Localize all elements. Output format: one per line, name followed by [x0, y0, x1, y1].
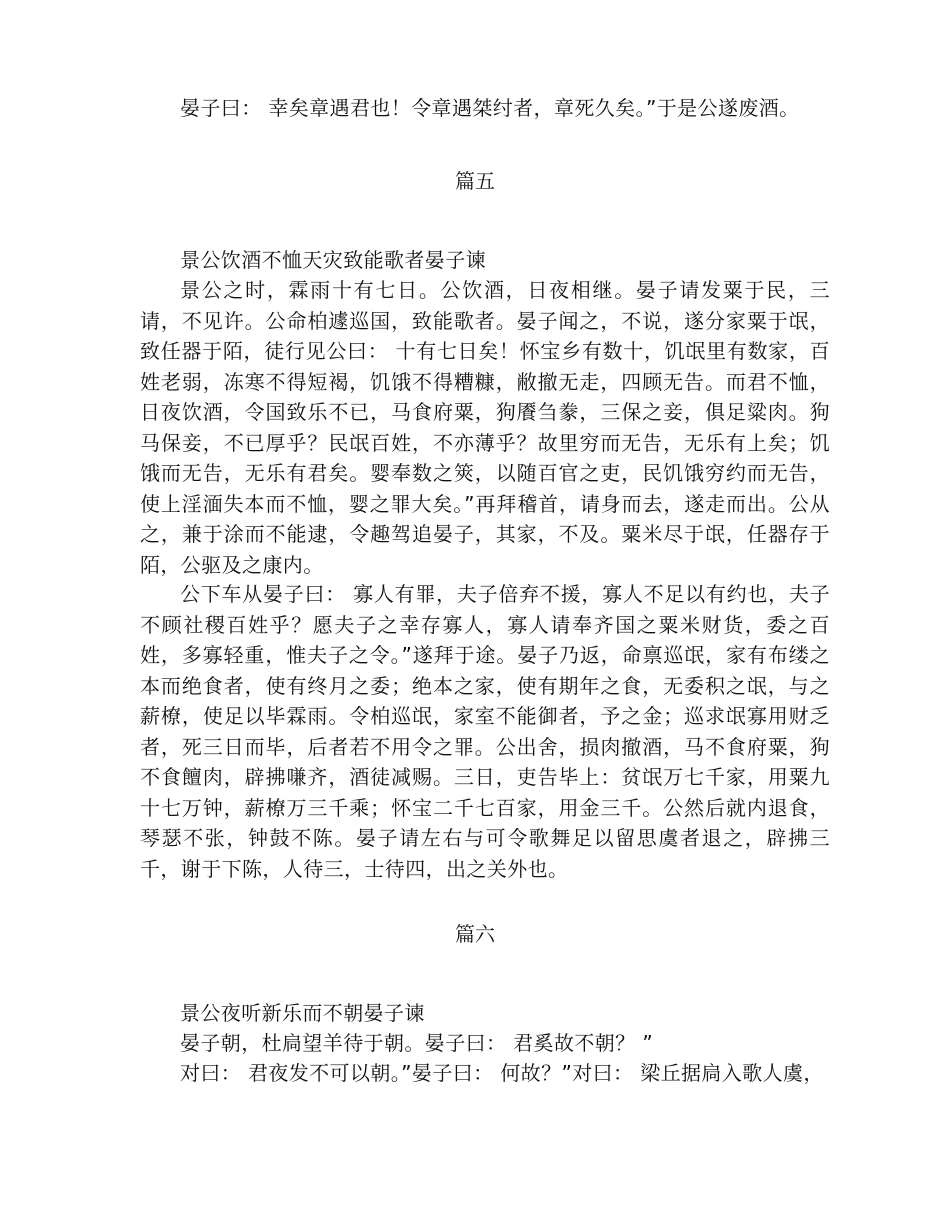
paragraph-5-1: 景公之时，霖雨十有七日。公饮酒，日夜相继。晏子请发粟于民，三请，不见许。公命柏遽巡国，致能歌者。晏子闻之，不说，遂分家粟于氓，致任器于陌，徒行见公曰： 十有七日矣！怀宝乡有数十，饥氓里有数家，百姓老弱，冻寒不得短褐，饥饿不得糟糠，敝撤无走，四顾无告。而君不恤，日夜饮酒，令国致乐不已，马食府粟，狗餍刍豢，三保之妾，俱足粱肉。狗马保妾，不已厚乎？民氓百姓，不亦薄乎？故里穷而无告，无乐有上矣；饥饿而无告，无乐有君矣。婴奉数之筴，以随百官之吏，民饥饿穷约而无告，使上淫湎失本而不恤，婴之罪大矣。”再拜稽首，请身而去，遂走而出。公从之，兼于涂而不能逮，令趣驾追晏子，其家，不及。粟米尽于氓，任器存于陌，公驱及之康内。	[140, 278, 830, 577]
closing-line: 晏子曰： 幸矣章遇君也！令章遇桀纣者，章死久矣。”于是公遂废酒。	[180, 96, 800, 120]
paragraph-5-2: 公下车从晏子曰： 寡人有罪，夫子倍弃不援，寡人不足以有约也，夫子不顾社稷百姓乎？愿夫子之幸存寡人，寡人请奉齐国之粟米财货，委之百姓，多寡轻重，惟夫子之令。”遂拜于途。晏子乃返，命禀巡氓，家有布缕之本而绝食者，使有终月之委；绝本之家，使有期年之食，无委积之氓，与之薪橑，使足以毕霖雨。令柏巡氓，家室不能御者，予之金；巡求氓寡用财乏者，死三日而毕，后者若不用令之罪。公出舍，损肉撤酒，马不食府粟，狗不食饘肉，辟拂嗛齐，酒徒减赐。三日，吏告毕上：贫氓万七千家，用粟九十七万钟，薪橑万三千乘；怀宝二千七百家，用金三千。公然后就内退食，琴瑟不张，钟鼓不陈。晏子请左右与可令歌舞足以留思虞者退之，辟拂三千，谢于下陈，人待三，士待四，出之关外也。	[140, 582, 830, 881]
section-heading-6: 篇六	[455, 922, 495, 946]
text-line-6-2: 对曰： 君夜发不可以朝。”晏子曰： 何故？”对曰： 梁丘据扃入歌人虞，	[180, 1061, 824, 1085]
section-title-5: 景公饮酒不恤天灾致能歌者晏子谏	[180, 248, 486, 272]
text-line-6-1: 晏子朝，杜扃望羊待于朝。晏子曰： 君奚故不朝？ ”	[180, 1031, 654, 1055]
section-title-6: 景公夜听新乐而不朝晏子谏	[180, 1001, 425, 1025]
section-heading-5: 篇五	[455, 169, 495, 193]
